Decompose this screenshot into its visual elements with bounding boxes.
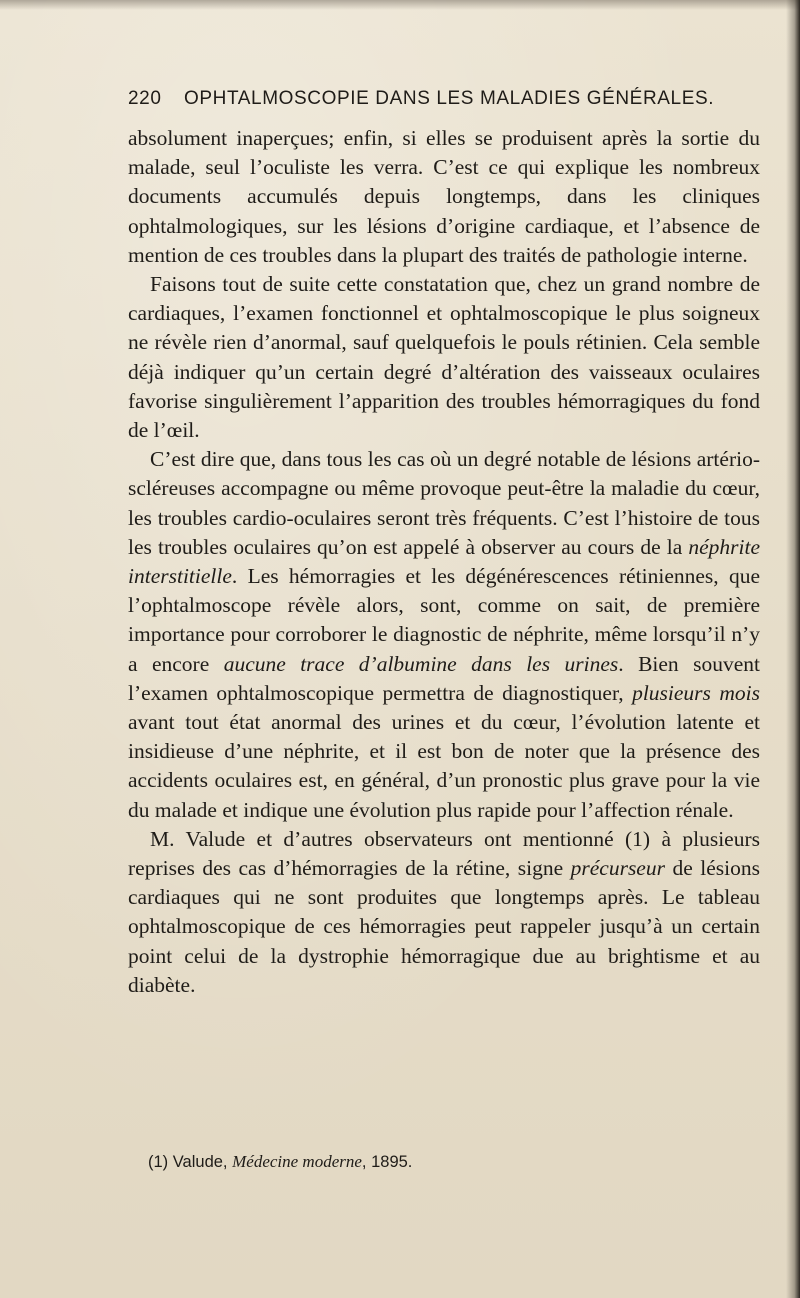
paragraph-2 — [128, 270, 760, 445]
paragraph-3 — [128, 445, 760, 825]
italic-phrase: plusieurs mois — [632, 680, 760, 705]
footnote — [148, 1152, 748, 1172]
footnote-marker: (1) — [148, 1153, 169, 1171]
text-segment: . Bien souvent l’examen ophtalmoscopique permettra de diagnostiquer, — [128, 651, 760, 705]
text-segment: Faisons tout de suite cette constatation que, chez un grand nombre de cardiaques, l’examen fonctionnel et ophtalmoscopique le plus soigneux ne révèle rien d’anormal, sauf quelquefois le pouls rétinien. Cela semble déjà indiquer qu’un certain degré d’altération des vaisseaux oculaires favorise singulièrement l’apparition des troubles hémorragiques du fond de l’œil. — [128, 272, 760, 443]
text-segment: . Les hémorragies et les dégénérescences rétiniennes, que l’ophtalmoscope révèle alors, sont, comme on sait, de première importance pour corroborer le diagnostic de néphrite, même lorsqu’il n’y a encore — [128, 564, 760, 676]
running-header — [128, 88, 758, 116]
text-segment: C’est dire que, dans tous les cas où un degré notable de lésions artério-scléreuses accompagne ou même provoque peut-être la maladie du cœur, les troubles cardio-oculaires seront très fréquents. C’est l’histoire de tous les troubles oculaires qu’on est appelé à observer au cours de la — [128, 447, 760, 559]
italic-phrase: néphrite interstitielle — [128, 534, 760, 589]
paragraph-4 — [128, 825, 760, 1000]
text-segment: de lésions cardiaques qui ne sont produites que longtemps après. Le tableau ophtalmoscopique de ces hémorragies peut rappeler jusqu’à un certain point celui de la dystrophie hémorragique due au brightisme et au diabète. — [128, 856, 760, 997]
footnote-journal: Médecine moderne — [232, 1152, 362, 1171]
text-segment: avant tout état anormal des urines et du cœur, l’évolution latente et insidieuse d’une néphrite, et il est bon de noter que la présence des accidents oculaires est, en général, d’un pronostic plus grave pour la vie du malade et indique une évolution plus rapide pour l’affection rénale. — [128, 710, 760, 822]
body-text — [128, 124, 760, 1000]
text-segment: absolument inaperçues; enfin, si elles se produisent après la sortie du malade, seul l’oculiste les verra. C’est ce qui explique les nombreux documents accumulés depuis longtemps, dans les cliniques ophtalmologiques, sur les lésions d’origine cardiaque, et l’absence de mention de ces troubles dans la plupart des traités de pathologie interne. — [128, 126, 760, 267]
text-segment: M. Valude et d’autres observateurs ont mentionné (1) à plusieurs reprises des cas d’hémorragies de la rétine, signe — [128, 826, 760, 881]
footnote-author: Valude, — [172, 1153, 228, 1171]
italic-phrase: précurseur — [570, 856, 665, 881]
italic-phrase: aucune trace d’albumine dans les urines — [223, 651, 619, 676]
page-number: 220 — [128, 88, 162, 109]
footnote-year: , 1895. — [361, 1153, 413, 1171]
paragraph-1 — [128, 124, 760, 270]
page-binding-edge — [786, 0, 800, 1298]
page-top-shadow — [0, 0, 800, 10]
running-title: OPHTALMOSCOPIE DANS LES MALADIES GÉNÉRALES. — [184, 88, 715, 109]
